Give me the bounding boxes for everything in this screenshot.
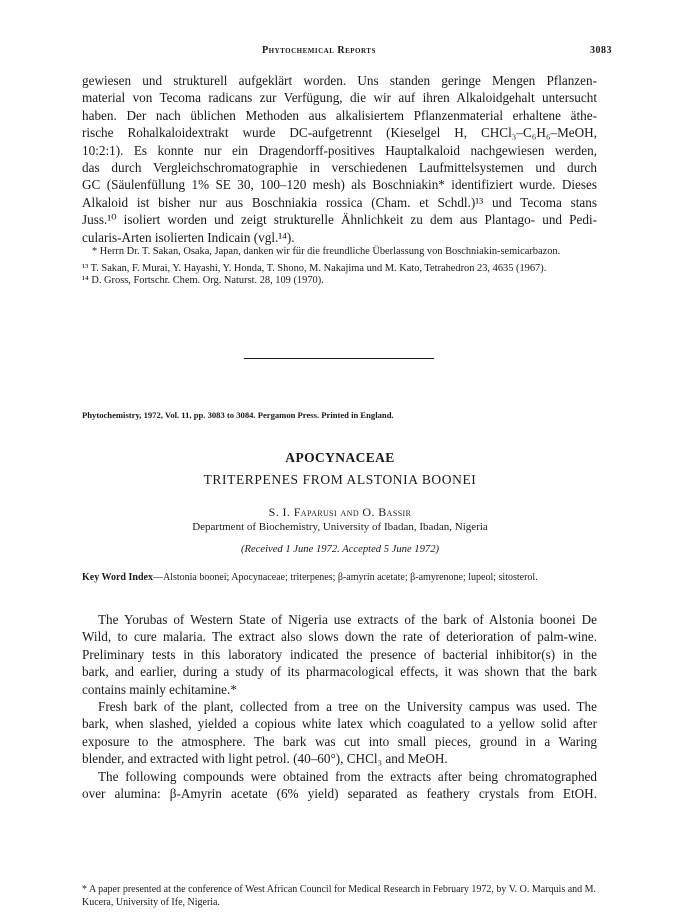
article-body: [82, 611, 597, 802]
footnote: * A paper presented at the conference of West African Council for Medical Research in February 1972, by V. O. Marquis and M. Kucera, University of Ife, Nigeria.: [82, 884, 597, 908]
running-header-title: Phytochemical Reports: [262, 45, 376, 56]
text-line: The following compounds were obtained from the extracts after being chromatographed: [98, 768, 597, 784]
author-affiliation: Department of Biochemistry, University of Ibadan, Ibadan, Nigeria: [192, 521, 488, 533]
text-line: rische Rohalkaloidextrakt wurde DC-aufgetrennt (Kieselgel H, CHCl₃–C₆H₆–MeOH,: [82, 125, 597, 141]
reference-14: ¹⁴ D. Gross, Fortschr. Chem. Org. Naturst. 28, 109 (1970).: [82, 275, 324, 287]
text-line: 10:2:1). Es konnte nur ein Dragendorff-positives Hauptalkaloid nachgewiesen werden,: [82, 142, 597, 158]
acknowledgement-note: * Herrn Dr. T. Sakan, Osaka, Japan, danken wir für die freundliche Überlassung von Boschniakin-semicarbazon.: [92, 246, 561, 257]
keyword-label: Key Word Index: [82, 572, 153, 583]
text-line: material von Tecoma radicans zur Verfügung, die wir auf ihren Alkaloidgehalt untersucht: [82, 90, 597, 106]
text-line: das durch Vergleichschromatographie in verschiedenen Laufmittelsystemen und durch: [82, 159, 597, 175]
text-line: Wild, to cure malaria. The extract also slows down the rate of deterioration of palm-wine.: [82, 629, 597, 645]
text-line: haben. Der nach üblichen Methoden aus alkalisiertem Pflanzenmaterial erhaltene äthe-: [82, 107, 597, 123]
text-line: cularis-Arten isolierten Indicain (vgl.¹⁴).: [82, 229, 295, 245]
text-line: Alkaloid ist bisher nur aus Boschniakia rossica (Cham. et Schdl.)¹³ und Tecoma stans: [82, 194, 597, 210]
text-line: bark, and earlier, during a study of its pharmacological effects, it was shown that the bark: [82, 664, 597, 680]
german-notes: [82, 246, 597, 288]
text-line: exposure to the atmosphere. The bark was cut into small pieces, ground in a Waring: [82, 733, 597, 749]
text-line: bark, when slashed, yielded a copious white latex which coagulated to a yellow solid after: [82, 716, 597, 732]
section-divider: [244, 358, 434, 359]
received-dates: (Received 1 June 1972. Accepted 5 June 1972): [240, 544, 440, 555]
text-line: gewiesen und strukturell aufgeklärt worden. Uns standen geringe Mengen Pflanzen-: [82, 73, 597, 88]
text-line: GC (Säulenfüllung 1% SE 30, 100–120 mesh) als Boschniakin* identifiziert wurde. Dieses: [82, 177, 597, 193]
article-title: TRITERPENES FROM ALSTONIA BOONEI: [203, 472, 477, 487]
page-number: 3083: [590, 45, 612, 56]
reference-13: ¹³ T. Sakan, F. Murai, Y. Hayashi, Y. Honda, T. Shono, M. Nakajima und M. Kato, Tetrahedron 23, 4635 (1967).: [82, 262, 547, 274]
text-line: Preliminary tests in this laboratory indicated the presence of bacterial inhibitor(s) in the: [82, 646, 597, 662]
text-line: Juss.¹⁰ isoliert worden und zeigt strukturelle Ähnlichkeit zu dem aus Plantago- und Pedi-: [82, 212, 597, 228]
plant-family-heading: APOCYNACEAE: [285, 450, 395, 465]
german-paragraph: [82, 72, 597, 246]
article-authors: S. I. Faparusi and O. Bassir: [268, 505, 412, 519]
keyword-index: [82, 571, 597, 584]
keyword-list: —Alstonia boonei; Apocynaceae; triterpenes; β-amyrin acetate; β-amyrenone; lupeol; sitosterol.: [152, 572, 538, 583]
journal-citation: Phytochemistry, 1972, Vol. 11, pp. 3083 to 3084. Pergamon Press. Printed in England.: [82, 410, 394, 420]
text-line: blender, and extracted with light petrol. (40–60°), CHCl₃ and MeOH.: [82, 751, 448, 767]
text-line: over alumina: β-Amyrin acetate (6% yield) separated as feathery crystals from EtOH.: [82, 785, 597, 801]
text-line: Fresh bark of the plant, collected from a tree on the University campus was used. The: [98, 698, 597, 714]
text-line: contains mainly echitamine.*: [82, 681, 237, 697]
text-line: The Yorubas of Western State of Nigeria use extracts of the bark of Alstonia boonei De: [98, 612, 597, 627]
